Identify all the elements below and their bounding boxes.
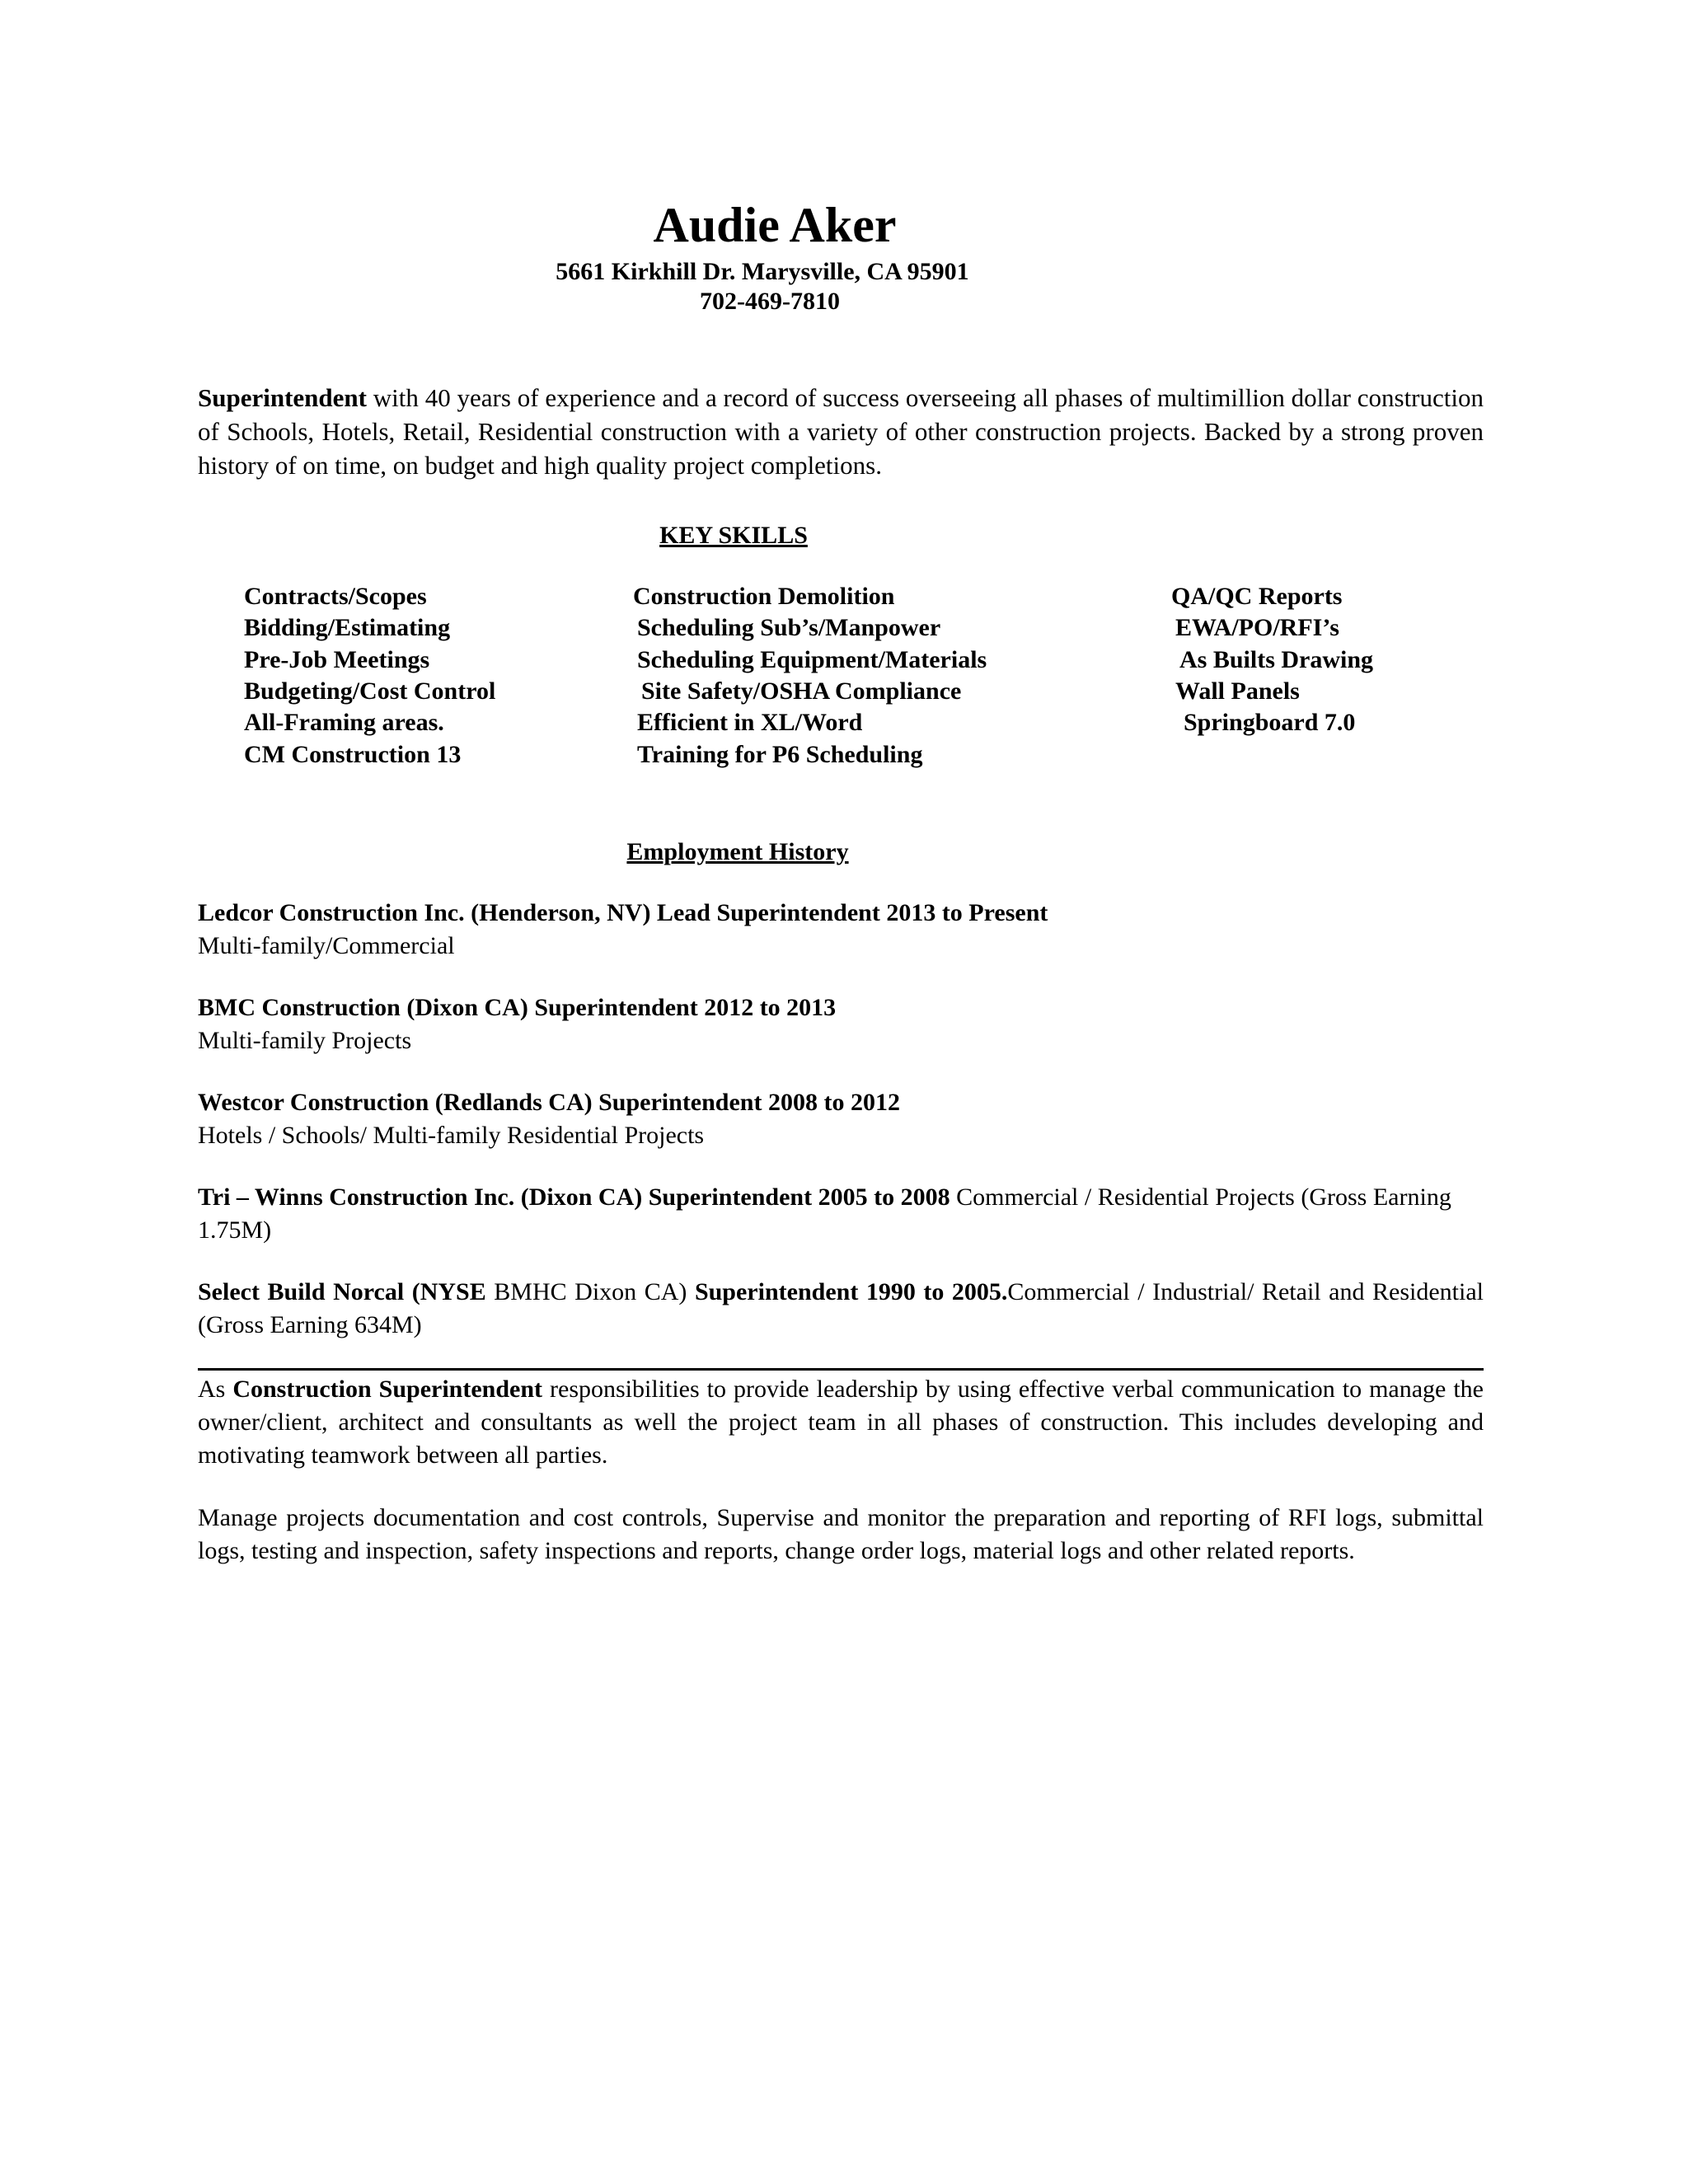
address: 5661 Kirkhill Dr. Marysville, CA 95901 (556, 258, 969, 285)
skill-item: Springboard 7.0 (1184, 709, 1356, 736)
job-detail: Commercial / Residential Projects (Gross Earning 1.75M) (198, 1183, 1451, 1244)
skill-item: Wall Panels (1175, 677, 1300, 705)
summary-lead: Superintendent (198, 383, 367, 412)
skill-item: Bidding/Estimating (244, 614, 451, 641)
job-entry (198, 1086, 1484, 1152)
skill-item: EWA/PO/RFI’s (1175, 614, 1339, 641)
skill-item: Budgeting/Cost Control (244, 677, 496, 705)
job-entry (198, 897, 1484, 963)
skill-item: Efficient in XL/Word (637, 709, 863, 736)
skill-item: Site Safety/OSHA Compliance (641, 677, 962, 705)
job-title-continued: Superintendent 1990 to 2005. (694, 1278, 1008, 1305)
phone-number: 702-469-7810 (700, 288, 840, 315)
job-detail: Hotels / Schools/ Multi-family Residential Projects (198, 1122, 705, 1149)
skill-item: QA/QC Reports (1171, 583, 1343, 610)
horizontal-rule (198, 1368, 1484, 1371)
resp-role: Construction Superintendent (232, 1376, 543, 1403)
resp-prefix: As (198, 1376, 233, 1403)
skill-item: As Builts Drawing (1179, 646, 1374, 673)
job-detail: Multi-family/Commercial (198, 932, 455, 959)
job-entry (198, 1276, 1484, 1342)
job-title: BMC Construction (Dixon CA) Superintendent 2012 to 2013 (198, 994, 837, 1021)
job-detail: Multi-family Projects (198, 1027, 412, 1054)
resp-text: responsibilities to provide leadership by using effective verbal communication to manage the owner/client, architect and consultants as well the project team in all phases of construction. This includes developing and motivating teamwork between all parties. (198, 1376, 1484, 1469)
employment-history-heading: Employment History (626, 838, 849, 865)
skill-item: Construction Demolition (633, 583, 895, 610)
job-entry (198, 1181, 1484, 1247)
responsibilities-paragraph (198, 1373, 1484, 1472)
job-title: Westcor Construction (Redlands CA) Superintendent 2008 to 2012 (198, 1089, 900, 1116)
candidate-name: Audie Aker (653, 198, 897, 252)
summary-text: with 40 years of experience and a record of success overseeing all phases of multimillion dollar construction of Schools, Hotels, Retail, Residential construction with a variety of other construction projects. Backed by a strong proven history of on time, on budget and high quality project completions. (198, 383, 1484, 480)
skill-item: CM Construction 13 (244, 741, 462, 768)
skill-item: Pre-Job Meetings (244, 646, 430, 673)
job-title: Ledcor Construction Inc. (Henderson, NV) Lead Superintendent 2013 to Present (198, 899, 1048, 926)
job-detail: Commercial / Industrial/ Retail and Residential (Gross Earning 634M) (198, 1278, 1484, 1338)
management-paragraph: Manage projects documentation and cost controls, Supervise and monitor the preparation and reporting of RFI logs, submittal logs, testing and inspection, safety inspections and reports, change order logs, material logs and other related reports. (198, 1504, 1484, 1564)
skill-item: Scheduling Sub’s/Manpower (637, 614, 941, 641)
skill-item: Scheduling Equipment/Materials (637, 646, 987, 673)
job-title: Select Build Norcal (NYSE (198, 1278, 486, 1305)
summary-paragraph (198, 381, 1484, 482)
skill-item: Contracts/Scopes (244, 583, 427, 610)
skill-item: All-Framing areas. (244, 709, 444, 736)
skill-item: Training for P6 Scheduling (637, 741, 923, 768)
job-detail: BMHC Dixon CA) (485, 1278, 695, 1305)
job-title: Tri – Winns Construction Inc. (Dixon CA) Superintendent 2005 to 2008 (198, 1183, 950, 1211)
key-skills-heading: KEY SKILLS (659, 522, 808, 549)
job-entry (198, 991, 1484, 1057)
